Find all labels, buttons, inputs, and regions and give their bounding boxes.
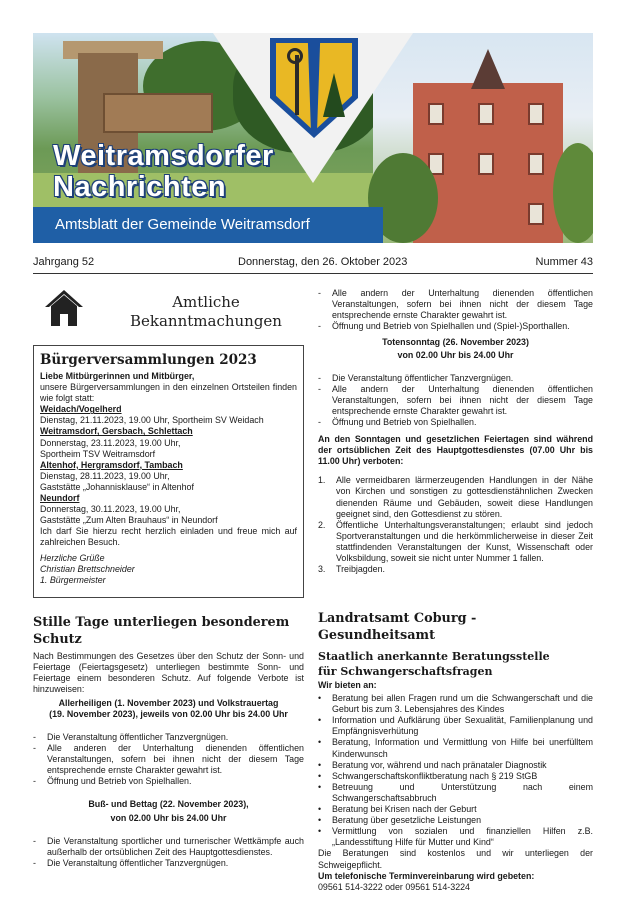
item-number: 1.: [318, 475, 326, 486]
stille-tage-intro: Nach Bestimmungen des Gesetzes über den Schutz der Sonn- und Feiertage (Feiertagsgesetz) unterliegen bestimmte Sonn- und Feiertage einem besonderen Schutz. Auf folgende Verbote ist hinzuweisen:: [33, 651, 304, 695]
buergerversammlungen-box: [33, 345, 304, 598]
list-item: [318, 520, 593, 564]
masthead-title-line2: Nachrichten: [53, 171, 227, 203]
sign-role: 1. Bürgermeister: [40, 574, 106, 585]
meeting-place: Weidach/Vogelherd: [40, 404, 122, 415]
list-item: • Beratung bei allen Fragen rund um die Schwangerschaft und die Geburt bis zum 3. Lebensjahres des Kindes: [318, 693, 593, 715]
intro: unsere Bürgerversammlungen in den einzelnen Ortsteilen finden wie folgt statt:: [40, 382, 297, 404]
meeting-details: Dienstag, 28.11.2023, 19.00 Uhr,: [40, 470, 170, 481]
meeting-details: Dienstag, 21.11.2023, 19.00 Uhr, Sportheim SV Weidach: [40, 415, 264, 426]
list-item: • Betreuung und Unterstützung nach einem Schwangerschaftsabbruch: [318, 782, 593, 804]
list-item: [318, 564, 593, 575]
list-item: - Öffnung und Betrieb von Spielhallen.: [33, 776, 304, 787]
list-item: - Alle anderen der Unterhaltung dienenden öffentlichen Veranstaltungen, sofern bei ihnen nicht der diesem Tage entsprechende ernste Charakter gewahrt ist.: [33, 743, 304, 776]
item-text: Alle vermeidbaren lärmerzeugenden Handlungen in der Nähe von Kirchen und sonstigen zu gottesdienstähnlichen Zwecken dienenden Räume und Gebäuden, soweit diese Handlungen geeignet sind, den Gottesdienst zu stören.: [336, 475, 593, 519]
meeting-place: Weitramsdorf, Gersbach, Schlettach: [40, 426, 193, 437]
offer-heading: Wir bieten an:: [318, 680, 377, 690]
closing: Ich darf Sie hierzu recht herzlich einladen und freue mich auf zahlreichen Besuch.: [40, 526, 297, 548]
list-item: [318, 475, 593, 519]
meeting-details: Donnerstag, 30.11.2023, 19.00 Uhr,: [40, 504, 181, 515]
masthead-title-line1: Weitramsdorfer: [53, 140, 274, 172]
house-icon: [43, 288, 85, 328]
block1-heading: (19. November 2023), jeweils von 02.00 Uhr bis 24.00 Uhr: [49, 709, 288, 720]
block2-heading: von 02.00 Uhr bis 24.00 Uhr: [110, 813, 227, 824]
sunday-heading: An den Sonntagen und gesetzlichen Feiertagen sind während der ortsüblichen Zeit des Hauptgottesdienstes (07.00 Uhr bis 11.00 Uhr) verboten:: [318, 434, 593, 467]
list-item: - Die Veranstaltung sportlicher und turnerischer Wettkämpfe auch außerhalb der ortsüblichen Zeit des Hauptgottesdienstes.: [33, 836, 304, 858]
list-item: - Die Veranstaltung öffentlicher Tanzvergnügen.: [318, 373, 593, 384]
phone-heading: Um telefonische Terminvereinbarung wird gebeten:: [318, 870, 535, 881]
issue-number: Nummer 43: [535, 256, 593, 268]
list-item: • Schwangerschaftskonfliktberatung nach § 219 StGB: [318, 771, 593, 782]
item-number: 2.: [318, 519, 326, 530]
meeting-details: Gaststätte „Johannisklause“ in Altenhof: [40, 481, 194, 492]
masthead-title: [53, 141, 274, 203]
item-text: Öffentliche Unterhaltungsveranstaltungen; erlaubt sind jedoch Sportveranstaltungen und die herkömmlicherweise in dieser Zeit stattfindenden Veranstaltungen der Kunst, Wissenschaft oder Volksbildung, soweit sie nicht unter Nummer 1 fallen.: [336, 519, 593, 563]
list-item: - Die Veranstaltung öffentlicher Tanzvergnügen.: [33, 732, 304, 743]
list-item: - Die Veranstaltung öffentlicher Tanzvergnügen.: [33, 858, 304, 869]
sign-name: Christian Brettschneider: [40, 563, 135, 574]
list-item: • Information und Aufklärung über Sexualität, Familienplanung und Empfängnisverhütung: [318, 715, 593, 737]
list-item: - Alle andern der Unterhaltung dienenden öffentlichen Veranstaltungen, sofern bei ihnen nicht der diesem Tage entsprechende ernste Charakter gewahrt ist.: [318, 288, 593, 321]
issue-date: Donnerstag, den 26. Oktober 2023: [238, 256, 408, 268]
landratsamt-subtitle: für Schwangerschaftsfragen: [318, 665, 493, 678]
phone-numbers: 09561 514-3222 oder 09561 514-3224: [318, 881, 470, 892]
greeting: Liebe Mitbürgerinnen und Mitbürger,: [40, 371, 195, 381]
meeting-place: Neundorf: [40, 493, 80, 504]
stille-tage-section: [33, 614, 304, 870]
block2-heading: Buß- und Bettag (22. November 2023),: [88, 799, 249, 810]
stille-tage-title: Stille Tage unterliegen besonderem Schutz: [33, 615, 290, 647]
buergerversammlungen-title: Bürgerversammlungen 2023: [40, 352, 257, 368]
meeting-details: Sportheim TSV Weitramsdorf: [40, 448, 156, 459]
block3-heading: Totensonntag (26. November 2023): [382, 337, 529, 348]
block1-heading: Allerheiligen (1. November 2023) und Volkstrauertag: [58, 698, 279, 709]
landratsamt-section: [318, 610, 593, 893]
meeting-details: Donnerstag, 23.11.2023, 19.00 Uhr,: [40, 437, 181, 448]
issue-divider: [33, 273, 593, 274]
issue-info: [33, 256, 593, 270]
stille-tage-continued: [318, 288, 593, 575]
issue-volume: Jahrgang 52: [33, 256, 95, 268]
list-item: • Beratung, Information und Vermittlung von Hilfe bei unerfülltem Kinderwunsch: [318, 737, 593, 759]
meeting-place: Altenhof, Hergramsdorf, Tambach: [40, 459, 183, 470]
meeting-details: Gaststätte „Zum Alten Brauhaus“ in Neundorf: [40, 515, 218, 526]
item-text: Treibjagden.: [336, 564, 386, 575]
list-item: • Beratung bei Krisen nach der Geburt: [318, 804, 593, 815]
section-header-line1: Amtliche: [172, 293, 240, 311]
list-item: • Beratung über gesetzliche Leistungen: [318, 815, 593, 826]
list-item: - Öffnung und Betrieb von Spielhallen.: [318, 417, 593, 428]
landratsamt-subtitle: Staatlich anerkannte Beratungsstelle: [318, 650, 550, 663]
sign-greeting: Herzliche Grüße: [40, 552, 105, 563]
landratsamt-title: Landratsamt Coburg - Gesundheitsamt: [318, 611, 477, 643]
section-header-line2: Bekanntmachungen: [130, 312, 282, 330]
list-item: • Beratung vor, während und nach pränataler Diagnostik: [318, 760, 593, 771]
item-number: 3.: [318, 564, 326, 575]
masthead-subtitle: Amtsblatt der Gemeinde Weitramsdorf: [55, 216, 310, 233]
list-item: - Öffnung und Betrieb von Spielhallen und (Spiel-)Sporthallen.: [318, 321, 593, 332]
section-header: [108, 293, 304, 331]
list-item: • Vermittlung von sozialen und finanziellen Hilfen z.B. „Landesstiftung Hilfe für Mutter und Kind“: [318, 826, 593, 848]
list-item: - Alle andern der Unterhaltung dienenden öffentlichen Veranstaltungen, sofern bei ihnen nicht der diesem Tage entsprechende ernste Charakter gewahrt ist.: [318, 384, 593, 417]
masthead: [33, 33, 593, 243]
town-hall-photo: [373, 33, 593, 243]
block3-heading: von 02.00 Uhr bis 24.00 Uhr: [397, 350, 514, 361]
landratsamt-closing: Die Beratungen sind kostenlos und wir unterliegen der Schweigepflicht.: [318, 848, 593, 870]
